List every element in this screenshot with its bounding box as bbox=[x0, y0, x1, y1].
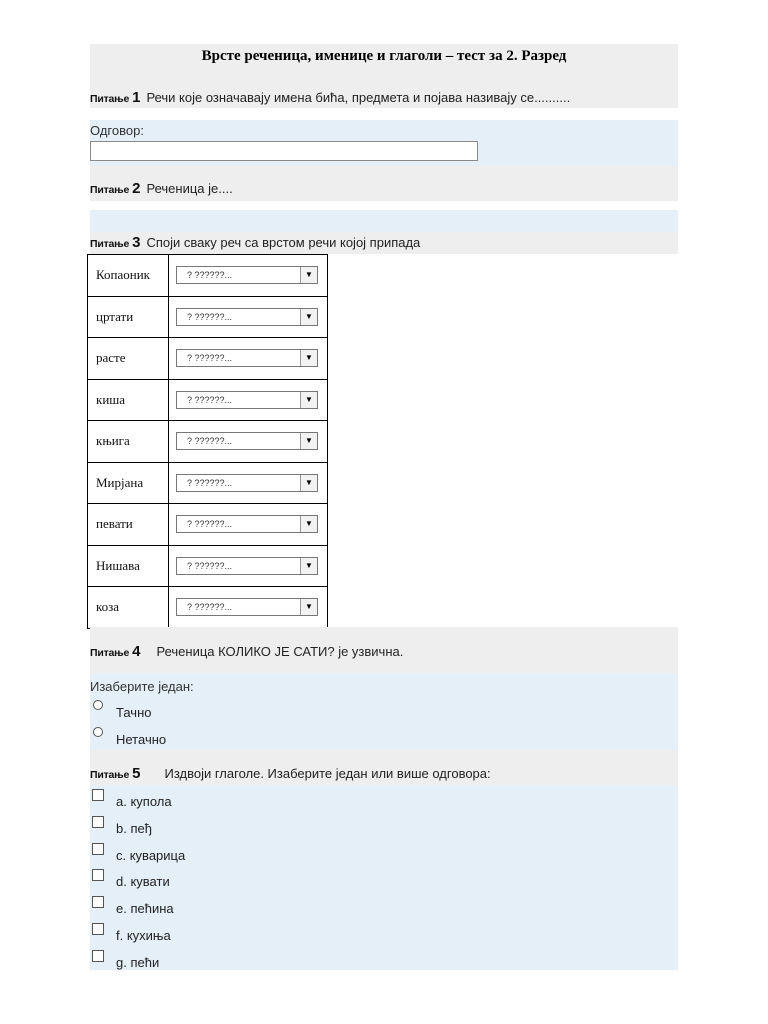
question-label: Питање bbox=[90, 769, 130, 781]
question-number: 2 bbox=[132, 180, 141, 197]
question-text: Издвоји глаголе. Изаберите један или више одговора: bbox=[164, 766, 491, 781]
question-label: Питање bbox=[90, 184, 130, 196]
question-2-header bbox=[90, 180, 233, 197]
word-type-select[interactable] bbox=[176, 308, 318, 326]
matching-select-cell bbox=[169, 379, 328, 421]
matching-word: киша bbox=[88, 379, 169, 421]
matching-word: цртати bbox=[88, 296, 169, 338]
chevron-down-icon[interactable]: ▼ bbox=[300, 558, 317, 574]
choose-label: Изаберите један: bbox=[90, 679, 194, 694]
checkbox-option-label[interactable]: d. кувати bbox=[116, 874, 170, 890]
question-5-block bbox=[90, 750, 678, 785]
question-text: Споји сваку реч са врстом речи којој припада bbox=[146, 235, 421, 250]
title-block bbox=[90, 44, 678, 108]
option-false-label[interactable]: Нетачно bbox=[116, 732, 167, 747]
option-true-label[interactable]: Тачно bbox=[116, 705, 152, 720]
select-value: ? ??????... bbox=[187, 477, 233, 488]
matching-row bbox=[88, 379, 328, 421]
select-value: ? ??????... bbox=[187, 394, 233, 405]
matching-select-cell bbox=[169, 545, 328, 587]
word-type-select[interactable] bbox=[176, 557, 318, 575]
checkbox-option-label[interactable]: f. кухиња bbox=[116, 928, 171, 943]
matching-table bbox=[87, 254, 328, 629]
radio-icon[interactable] bbox=[93, 727, 103, 737]
matching-row bbox=[88, 255, 328, 297]
matching-select-cell bbox=[169, 462, 328, 504]
select-value: ? ??????... bbox=[187, 353, 233, 364]
checkbox-option-label[interactable]: e. пећина bbox=[116, 901, 174, 917]
matching-row bbox=[88, 296, 328, 338]
question-4-header bbox=[90, 643, 403, 660]
matching-word: певати bbox=[88, 504, 169, 546]
answer-area-q2 bbox=[90, 210, 678, 232]
matching-row bbox=[88, 462, 328, 504]
select-value: ? ??????... bbox=[187, 270, 233, 281]
checkbox-option-label[interactable]: c. куварица bbox=[116, 847, 186, 863]
question-number: 5 bbox=[132, 765, 141, 782]
question-number: 1 bbox=[132, 89, 141, 106]
matching-select-cell bbox=[169, 338, 328, 380]
question-text: Речи које означавају имена бића, предмета и појава називају се.......... bbox=[146, 90, 571, 105]
word-type-select[interactable] bbox=[176, 432, 318, 450]
select-value: ? ??????... bbox=[187, 560, 233, 571]
matching-word: Копаоник bbox=[88, 255, 169, 297]
question-4-block bbox=[90, 627, 678, 673]
chevron-down-icon[interactable]: ▼ bbox=[300, 433, 317, 449]
chevron-down-icon[interactable]: ▼ bbox=[300, 267, 317, 283]
page-title: Врсте реченица, именице и глаголи – тест за 2. Разред bbox=[201, 48, 567, 64]
question-label: Питање bbox=[90, 93, 130, 105]
matching-word: расте bbox=[88, 338, 169, 380]
question-number: 4 bbox=[132, 643, 141, 660]
chevron-down-icon[interactable]: ▼ bbox=[300, 309, 317, 325]
checkbox-icon[interactable] bbox=[92, 950, 104, 962]
checkbox-icon[interactable] bbox=[92, 869, 104, 881]
matching-word: књига bbox=[88, 421, 169, 463]
question-text: Реченица је.... bbox=[146, 181, 233, 196]
question-number: 3 bbox=[132, 234, 141, 251]
matching-row bbox=[88, 338, 328, 380]
answer-label: Одговор: bbox=[90, 123, 144, 138]
matching-row bbox=[88, 545, 328, 587]
checkbox-option-label[interactable]: a. купола bbox=[116, 794, 172, 809]
checkbox-icon[interactable] bbox=[92, 923, 104, 935]
chevron-down-icon[interactable]: ▼ bbox=[300, 350, 317, 366]
checkbox-option-label[interactable]: g. пећи bbox=[116, 954, 160, 970]
chevron-down-icon[interactable]: ▼ bbox=[300, 516, 317, 532]
radio-icon[interactable] bbox=[93, 700, 103, 710]
matching-row bbox=[88, 587, 328, 629]
word-type-select[interactable] bbox=[176, 515, 318, 533]
select-value: ? ??????... bbox=[187, 311, 233, 322]
question-label: Питање bbox=[90, 647, 130, 659]
matching-select-cell bbox=[169, 296, 328, 338]
word-type-select[interactable] bbox=[176, 349, 318, 367]
word-type-select[interactable] bbox=[176, 474, 318, 492]
checkbox-icon[interactable] bbox=[92, 789, 104, 801]
checkbox-icon[interactable] bbox=[92, 816, 104, 828]
matching-select-cell bbox=[169, 421, 328, 463]
matching-select-cell bbox=[169, 504, 328, 546]
question-2-block bbox=[90, 166, 678, 201]
word-type-select[interactable] bbox=[176, 266, 318, 284]
word-type-select[interactable] bbox=[176, 598, 318, 616]
word-type-select[interactable] bbox=[176, 391, 318, 409]
checkbox-option-label[interactable]: b. пеђ bbox=[116, 820, 152, 836]
checkbox-icon[interactable] bbox=[92, 843, 104, 855]
question-3-header bbox=[90, 234, 420, 251]
chevron-down-icon[interactable]: ▼ bbox=[300, 599, 317, 615]
question-text: Реченица КОЛИКО ЈЕ САТИ? је узвична. bbox=[156, 644, 404, 659]
matching-select-cell bbox=[169, 587, 328, 629]
select-value: ? ??????... bbox=[187, 436, 233, 447]
checkbox-icon[interactable] bbox=[92, 896, 104, 908]
question-label: Питање bbox=[90, 238, 130, 250]
matching-row bbox=[88, 504, 328, 546]
matching-word: Мирјана bbox=[88, 462, 169, 504]
matching-word: коза bbox=[88, 587, 169, 629]
answer-area-q4 bbox=[90, 673, 678, 750]
matching-select-cell bbox=[169, 255, 328, 297]
select-value: ? ??????... bbox=[187, 602, 233, 613]
answer-area-q5 bbox=[90, 785, 678, 970]
question-3-block bbox=[90, 232, 678, 254]
chevron-down-icon[interactable]: ▼ bbox=[300, 475, 317, 491]
answer-input-q1[interactable] bbox=[90, 141, 478, 161]
select-value: ? ??????... bbox=[187, 519, 233, 530]
question-5-header bbox=[90, 765, 491, 782]
question-1-header bbox=[90, 89, 570, 106]
matching-word: Нишава bbox=[88, 545, 169, 587]
matching-row bbox=[88, 421, 328, 463]
chevron-down-icon[interactable]: ▼ bbox=[300, 392, 317, 408]
